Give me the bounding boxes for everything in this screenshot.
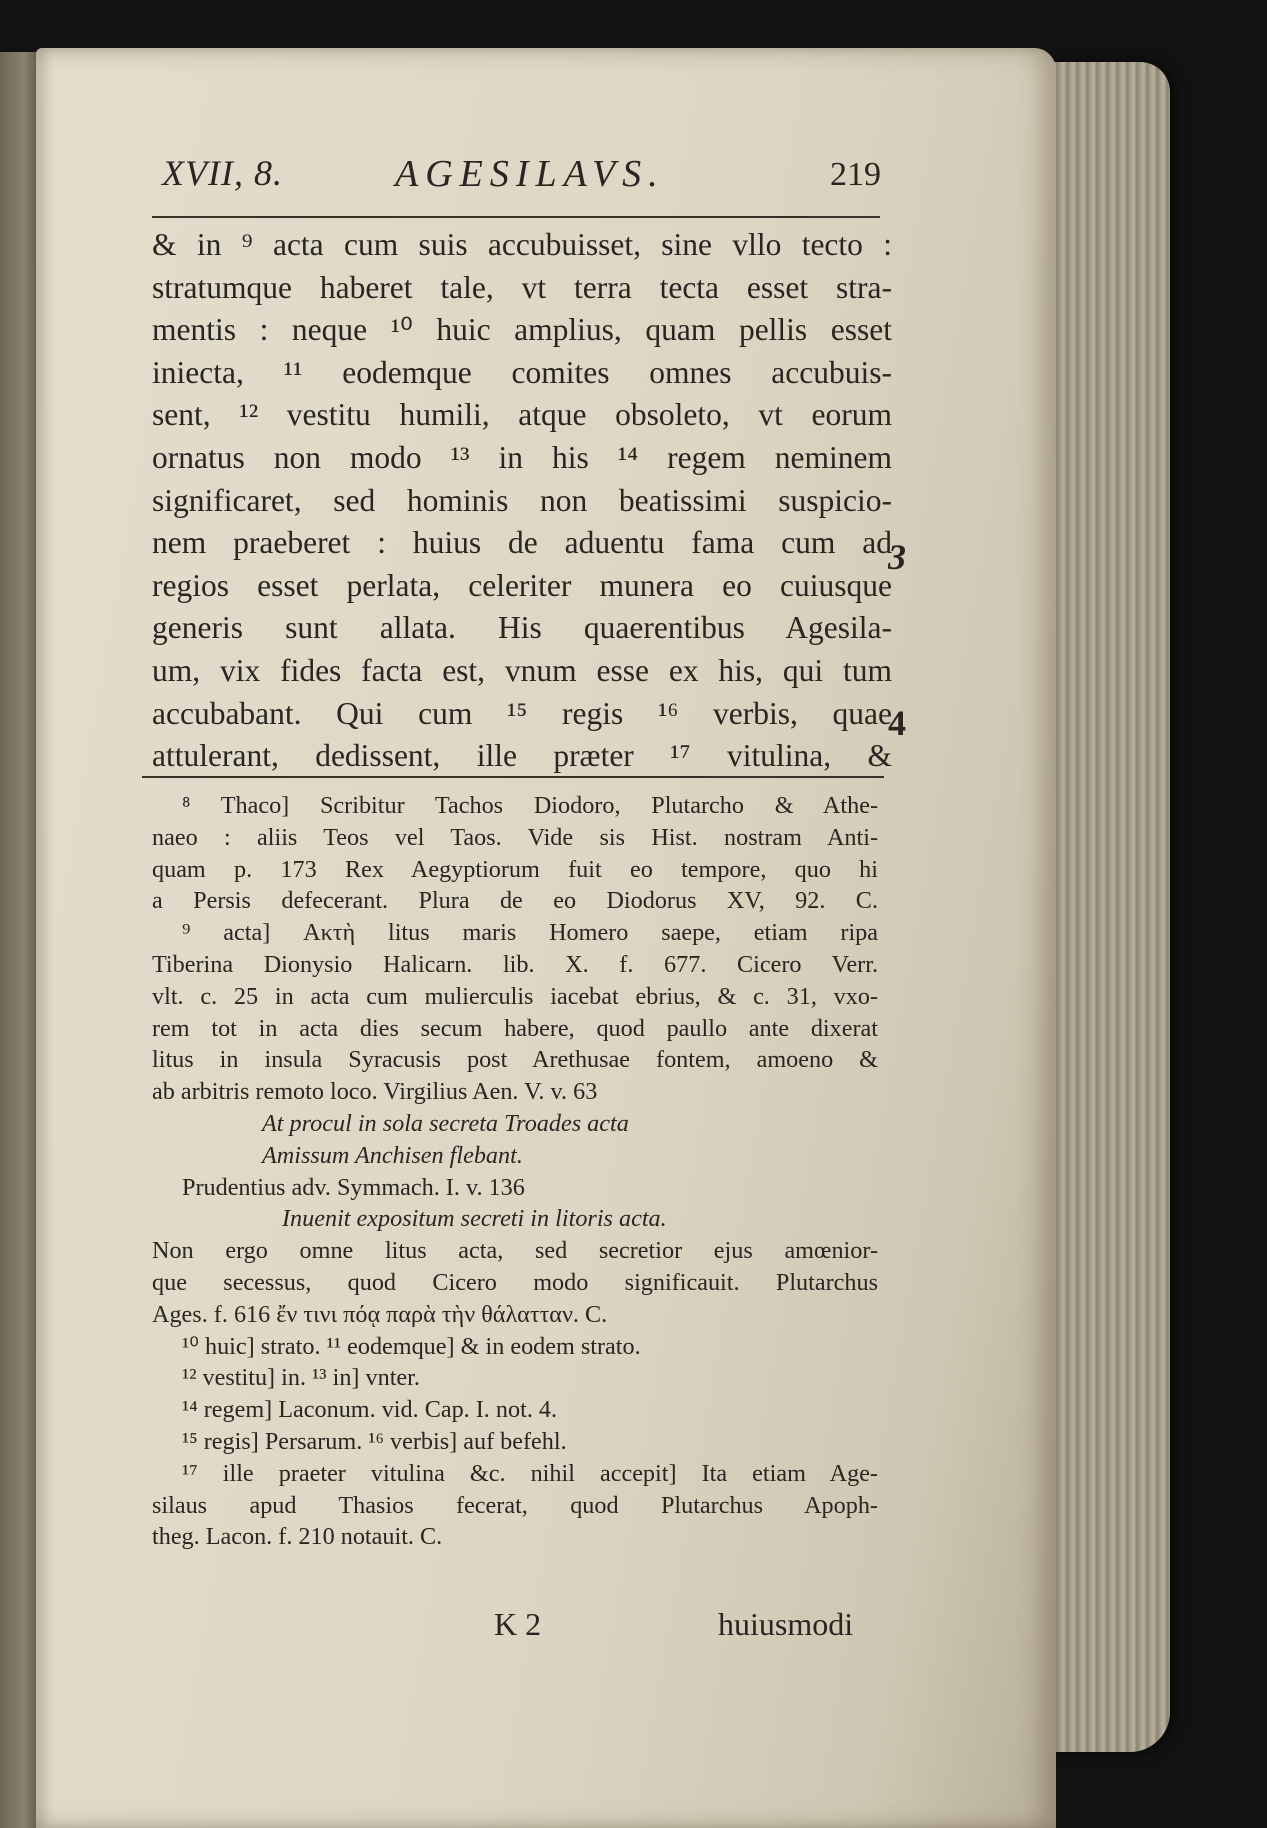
text-line: iniecta, ¹¹ eodemque comites omnes accubuis- [152, 354, 892, 390]
footnote-line: Tiberina Dionysio Halicarn. lib. X. f. 677. Cicero Verr. [152, 950, 878, 978]
page-footer [490, 1606, 890, 1656]
text-line: stratumque haberet tale, vt terra tecta esset stra- [152, 269, 892, 305]
text-line: accubabant. Qui cum ¹⁵ regis ¹⁶ verbis, quae [152, 695, 892, 731]
footnote-line: vlt. c. 25 in acta cum mulierculis iacebat ebrius, & c. 31, vxo- [152, 982, 878, 1010]
footnote-line: At procul in sola secreta Troades acta [262, 1109, 629, 1137]
page-number: 219 [830, 156, 881, 193]
footnote-line: Non ergo omne litus acta, sed secretior ejus amœnior- [152, 1237, 878, 1265]
footnote-line: ⁹ acta] Ακτὴ litus maris Homero saepe, etiam ripa [182, 919, 878, 947]
chapter-reference: XVII, 8. [162, 153, 283, 193]
footnote-line: ¹⁰ huic] strato. ¹¹ eodemque] & in eodem strato. [182, 1332, 641, 1360]
margin-number: 4 [888, 703, 906, 743]
footnote-line: ¹⁵ regis] Persarum. ¹⁶ verbis] auf befehl. [182, 1427, 567, 1455]
footnote-line: Amissum Anchisen flebant. [262, 1141, 523, 1169]
text-line: generis sunt allata. His quaerentibus Agesila- [152, 610, 892, 646]
text-line: & in ⁹ acta cum suis accubuisset, sine vllo tecto : [152, 227, 892, 262]
signature-mark: K 2 [494, 1606, 542, 1642]
footnote-line: ¹⁷ ille praeter vitulina &c. nihil accepit] Ita etiam Age- [182, 1459, 878, 1487]
footnote-line: ⁸ Thaco] Scribitur Tachos Diodoro, Plutarcho & Athe- [182, 792, 878, 819]
header-rule [152, 216, 880, 218]
footnote-line: Prudentius adv. Symmach. I. v. 136 [182, 1173, 525, 1201]
text-line: ornatus non modo ¹³ in his ¹⁴ regem neminem [152, 439, 892, 475]
footnote-line: theg. Lacon. f. 210 notauit. C. [152, 1523, 443, 1551]
footnote-line: ¹² vestitu] in. ¹³ in] vnter. [182, 1364, 420, 1392]
margin-number: 3 [888, 537, 906, 577]
footnote-line: rem tot in acta dies secum habere, quod paullo ante dixerat [152, 1014, 878, 1042]
footnote-line: que secessus, quod Cicero modo significauit. Plutarchus [152, 1268, 878, 1296]
text-line: attulerant, dedissent, ille præter ¹⁷ vitulina, & [152, 738, 892, 774]
facing-page-edge [0, 52, 40, 1828]
footnote-line: quam p. 173 Rex Aegyptiorum fuit eo tempore, quo hi [152, 855, 878, 883]
text-line: nem praeberet : huius de aduentu fama cum ad [152, 525, 892, 561]
page-stack-edges [1040, 62, 1170, 1752]
footnote-line: Inuenit expositum secreti in litoris acta. [282, 1205, 667, 1233]
footnote-line: ab arbitris remoto loco. Virgilius Aen. V. v. 63 [152, 1078, 598, 1106]
catchword: huiusmodi [718, 1606, 854, 1642]
footnote-line: litus in insula Syracusis post Arethusae fontem, amoeno & [152, 1046, 878, 1074]
text-line: mentis : neque ¹⁰ huic amplius, quam pellis esset [152, 312, 892, 348]
text-line: sent, ¹² vestitu humili, atque obsoleto, vt eorum [152, 397, 892, 433]
text-line: significaret, sed hominis non beatissimi suspicio- [152, 482, 892, 518]
footnote-line: silaus apud Thasios fecerat, quod Plutarchus Apoph- [152, 1491, 878, 1519]
footnote-line: ¹⁴ regem] Laconum. vid. Cap. I. not. 4. [182, 1396, 558, 1424]
footnotes [152, 790, 878, 1553]
running-title: AGESILAVS. [395, 153, 665, 195]
text-line: regios esset perlata, celeriter munera eo cuiusque [152, 567, 892, 603]
footnote-line: Ages. f. 616 ἔν τινι πόᾳ παρὰ τὴν θάλατταν. C. [152, 1300, 608, 1328]
running-header [130, 118, 890, 218]
footnote-line: a Persis defecerant. Plura de eo Diodorus XV, 92. C. [152, 887, 878, 915]
footnote-rule [142, 776, 884, 778]
text-line: um, vix fides facta est, vnum esse ex his, qui tum [152, 652, 892, 688]
main-text [152, 224, 892, 778]
footnote-line: naeo : aliis Teos vel Taos. Vide sis Hist. nostram Anti- [152, 823, 878, 851]
